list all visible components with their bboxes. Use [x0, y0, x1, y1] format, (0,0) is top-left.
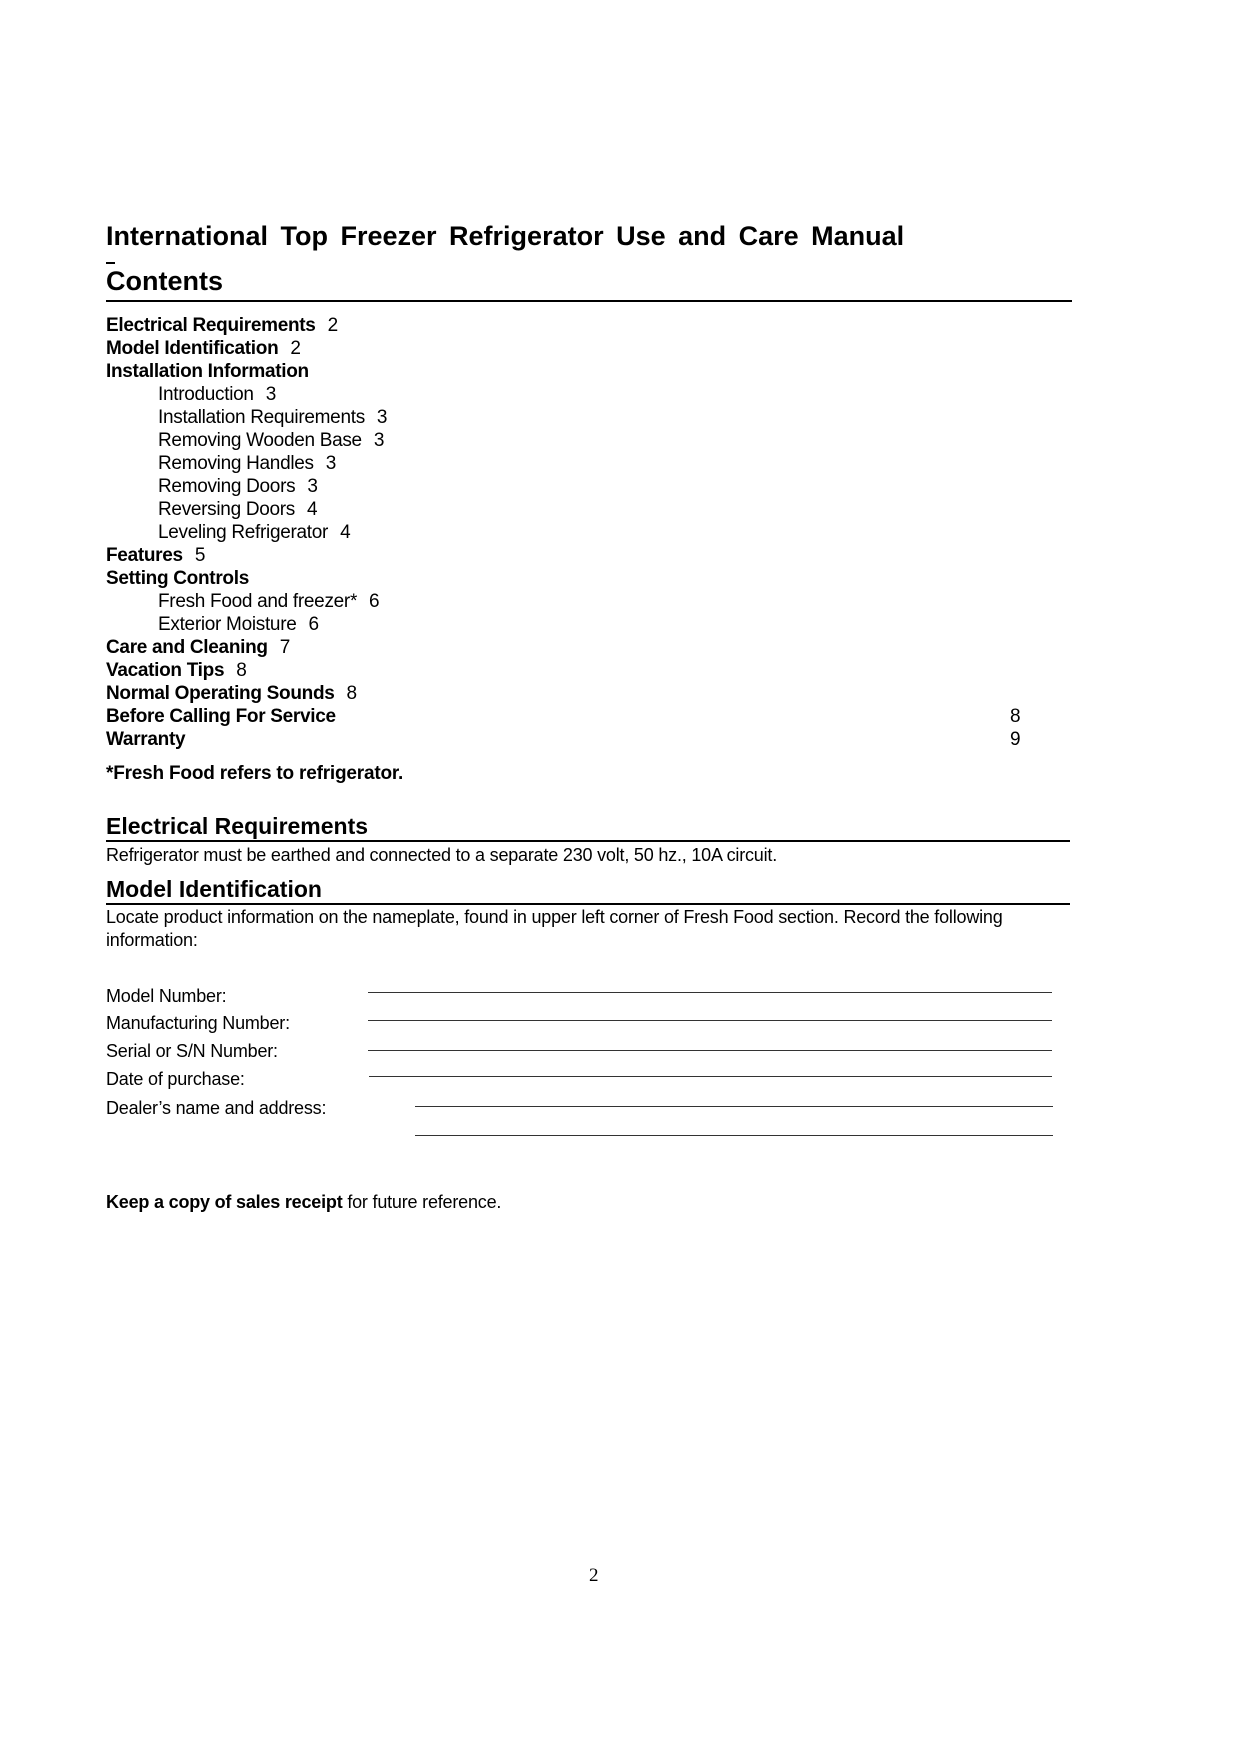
toc-entry-label: Fresh Food and freezer* — [158, 591, 358, 612]
receipt-note-rest: for future reference. — [342, 1192, 502, 1212]
toc-entry[interactable] — [106, 406, 1026, 429]
dealer-line-2[interactable] — [415, 1135, 1053, 1136]
toc-entry-label: Installation Information — [106, 361, 309, 382]
toc-entry[interactable] — [106, 429, 1026, 452]
toc-entry[interactable] — [106, 636, 1026, 659]
toc-entry-label: Before Calling For Service — [106, 706, 336, 727]
toc-entry-label: Exterior Moisture — [158, 614, 297, 635]
toc-entry-label: Model Identification — [106, 338, 279, 359]
receipt-note — [106, 1192, 501, 1213]
contents-footnote: *Fresh Food refers to refrigerator. — [106, 763, 404, 784]
toc-entry-label: Removing Handles — [158, 453, 314, 474]
electrical-text: Refrigerator must be earthed and connected to a separate 230 volt, 50 hz., 10A circuit. — [106, 845, 778, 865]
toc-entry-label: Vacation Tips — [106, 660, 225, 681]
page-number: 2 — [589, 1565, 599, 1586]
toc-entry[interactable] — [106, 544, 1026, 567]
toc-entry-page: 4 — [340, 522, 351, 543]
toc-entry[interactable] — [106, 682, 1026, 705]
title-dash — [106, 262, 115, 264]
document-title: International Top Freezer Refrigerator Use and Care Manual — [106, 221, 905, 251]
toc-entry-page: 2 — [327, 315, 338, 336]
toc-entry-page: 3 — [376, 407, 388, 428]
model-identification-rule — [106, 903, 1070, 905]
toc-entry-page: 3 — [307, 476, 318, 497]
toc-entry[interactable] — [106, 452, 1026, 475]
toc-entry[interactable] — [106, 360, 1026, 383]
toc-entry-label: Warranty — [106, 729, 186, 750]
field-manufacturing-number: Manufacturing Number: — [106, 1013, 290, 1033]
toc-entry[interactable] — [106, 475, 1026, 498]
toc-entry-label: Removing Wooden Base — [158, 430, 362, 451]
field-date-of-purchase: Date of purchase: — [106, 1069, 245, 1089]
dealer-line-1[interactable] — [415, 1106, 1053, 1107]
toc-entry-page: 3 — [373, 430, 385, 451]
toc-entry[interactable] — [106, 567, 1026, 590]
toc-entry-label: Leveling Refrigerator — [158, 522, 329, 543]
electrical-rule — [106, 840, 1070, 842]
toc-entry[interactable] — [106, 314, 1026, 337]
contents-rule — [106, 300, 1072, 302]
toc-entry-page: 8 — [1010, 706, 1021, 727]
model-identification-text: Locate product information on the nameplate, found in upper left corner of Fresh Food section. Record the following information: — [106, 907, 1003, 950]
toc-entry-label: Setting Controls — [106, 568, 249, 589]
toc-entry[interactable] — [106, 728, 1026, 751]
model-number-line[interactable] — [368, 992, 1052, 993]
toc-entry-label: Reversing Doors — [158, 499, 295, 520]
table-of-contents — [106, 314, 1026, 751]
toc-entry[interactable] — [106, 337, 1026, 360]
manufacturing-number-line[interactable] — [368, 1020, 1052, 1021]
toc-entry-page: 6 — [308, 614, 319, 635]
contents-heading: Contents — [106, 266, 223, 296]
toc-entry-label: Care and Cleaning — [106, 637, 268, 658]
receipt-note-bold: Keep a copy of sales receipt — [106, 1192, 343, 1212]
field-model-number: Model Number: — [106, 986, 227, 1006]
toc-entry-page: 8 — [236, 660, 247, 681]
model-identification-heading: Model Identification — [106, 876, 322, 902]
toc-entry[interactable] — [106, 521, 1026, 544]
field-dealer: Dealer’s name and address: — [106, 1098, 327, 1118]
toc-entry-page: 3 — [325, 453, 337, 474]
electrical-heading: Electrical Requirements — [106, 813, 369, 839]
toc-entry-page: 2 — [290, 338, 301, 359]
toc-entry-page: 6 — [369, 591, 380, 612]
toc-entry-label: Introduction — [158, 384, 254, 405]
toc-entry-page: 8 — [346, 683, 357, 704]
toc-entry-label: Normal Operating Sounds — [106, 683, 335, 704]
serial-number-line[interactable] — [368, 1050, 1052, 1051]
toc-entry[interactable] — [106, 590, 1026, 613]
toc-entry-page: 3 — [265, 384, 276, 405]
toc-entry-label: Electrical Requirements — [106, 315, 316, 336]
toc-entry-label: Removing Doors — [158, 476, 296, 497]
toc-entry-page: 4 — [307, 499, 318, 520]
toc-entry[interactable] — [106, 613, 1026, 636]
field-serial-number: Serial or S/N Number: — [106, 1041, 278, 1061]
toc-entry[interactable] — [106, 383, 1026, 406]
date-of-purchase-line[interactable] — [369, 1076, 1052, 1077]
toc-entry[interactable] — [106, 705, 1026, 728]
toc-entry-page: 5 — [194, 545, 206, 566]
toc-entry[interactable] — [106, 659, 1026, 682]
toc-entry-label: Features — [106, 545, 183, 566]
toc-entry[interactable] — [106, 498, 1026, 521]
toc-entry-page: 7 — [279, 637, 290, 658]
toc-entry-label: Installation Requirements — [158, 407, 365, 428]
toc-entry-page: 9 — [1010, 729, 1021, 750]
